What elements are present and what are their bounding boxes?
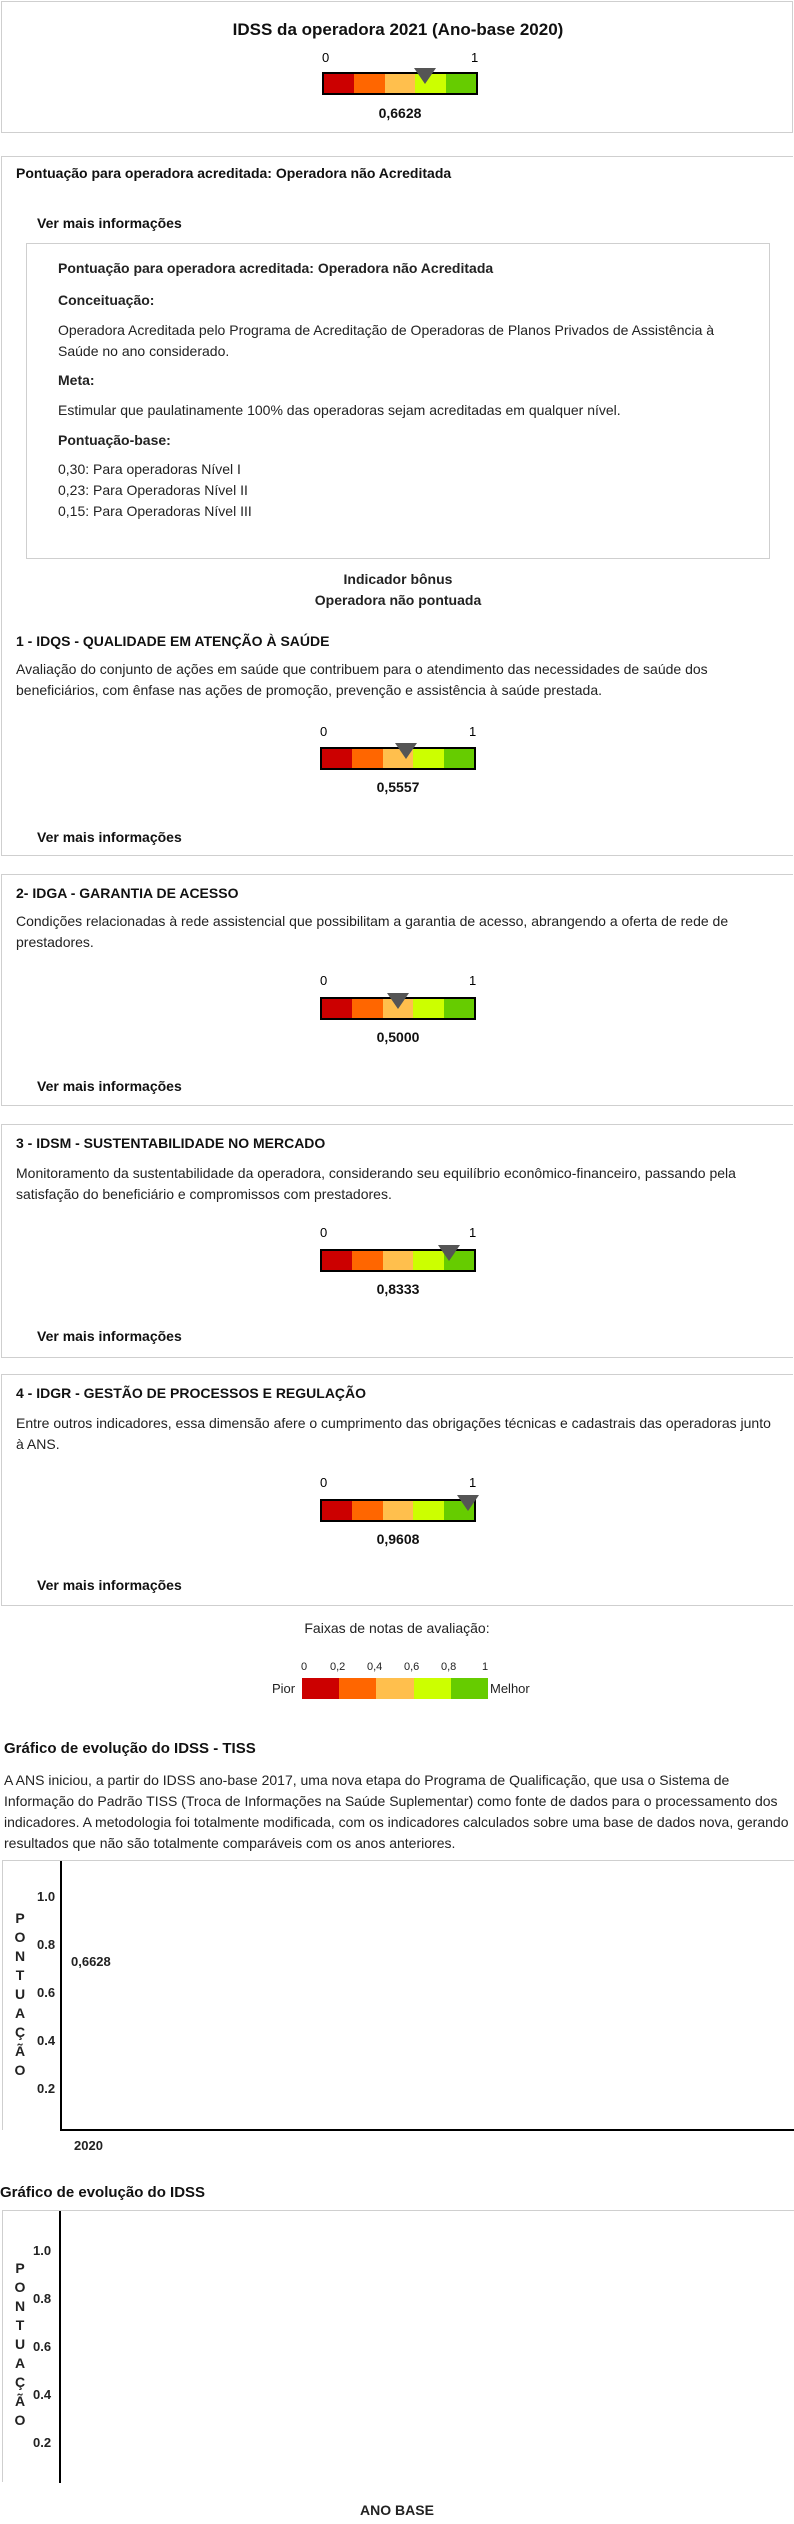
dimension-title: 4 - IDGR - GESTÃO DE PROCESSOS E REGULAÇÃO [16,1385,367,1401]
y-axis-title: P O N T U A Ç Ã O [14,1910,26,2078]
dimension-desc-line-2: beneficiários, com ênfase nas ações de promoção, prevenção e assistência à saúde prestada. [16,682,603,698]
data-point-label: 0,6628 [71,1954,111,1969]
y-tick: 1.0 [37,1889,56,1904]
concept-text-line-1: Operadora Acreditada pelo Programa de Acreditação de Operadoras de Planos Privados de Assistência à [58,322,715,338]
y-axis-line [60,1861,62,2131]
y-tick: 0.8 [33,2291,52,2306]
dimension-title: 2- IDGA - GARANTIA DE ACESSO [16,885,239,901]
y-tick: 0.2 [33,2435,52,2450]
dimension-card-idga [1,874,793,1106]
legend-tick: 0,4 [367,1661,383,1673]
dimension-desc-line-2: satisfação do beneficiário e compromissos com prestadores. [16,1186,392,1202]
idss-chart-section [0,2180,794,2524]
dimension-card-idsm [1,1124,793,1358]
tiss-intro-line-3: indicadores. A metodologia foi totalmente modificada, com os indicadores calculados sobre uma base de dados nova, gerando [4,1814,789,1830]
accredited-info-box [26,243,770,559]
dimension-desc-line-1: Entre outros indicadores, essa dimensão afere o cumprimento das obrigações técnicas e cadastrais das operadoras junto [16,1415,771,1431]
idss-score-scale [322,72,478,95]
dimension-more-link[interactable]: Ver mais informações [37,1577,182,1593]
y-tick: 0.6 [33,2339,52,2354]
scale-min: 0 [320,1475,328,1490]
scale-min: 0 [320,724,328,739]
x-tick-label: 2020 [74,2138,103,2153]
tiss-chart-section [0,1730,794,2153]
dimension-desc-line-1: Monitoramento da sustentabilidade da operadora, considerando seu equilíbrio econômico-financeiro, passando pela [16,1165,736,1181]
dimension-more-link[interactable]: Ver mais informações [37,1078,182,1094]
legend-title: Faixas de notas de avaliação: [304,1620,490,1636]
y-tick: 1.0 [33,2243,52,2258]
dimension-title: 1 - IDQS - QUALIDADE EM ATENÇÃO À SAÚDE [16,633,330,649]
legend-worst: Pior [272,1681,296,1696]
idss-score-value: 0,6628 [378,105,422,121]
rating-legend [0,1606,794,1716]
x-axis-title: ANO BASE [360,2502,434,2518]
base-item: 0,30: Para operadoras Nível I [58,461,241,477]
dimension-score-value: 0,5557 [376,779,420,795]
y-tick: 0.6 [37,1985,56,2000]
page-title: IDSS da operadora 2021 (Ano-base 2020) [232,20,564,39]
tiss-chart-title: Gráfico de evolução do IDSS - TISS [4,1740,256,1757]
y-tick: 0.4 [33,2387,52,2402]
idss-header-card [1,1,793,133]
legend-tick: 0,8 [441,1661,457,1673]
tiss-chart-frame [2,1860,794,2130]
score-marker-icon [387,993,409,1009]
scale-max: 1 [469,1225,477,1240]
tiss-intro-line-1: A ANS iniciou, a partir do IDSS ano-base 2017, uma nova etapa do Programa de Qualificação, que usa o Sistema de [4,1772,730,1788]
legend-tick: 0 [301,1661,308,1673]
y-tick: 0.2 [37,2081,56,2096]
scale-min: 0 [320,973,328,988]
idss-chart-title: Gráfico de evolução do IDSS [0,2184,206,2201]
dimension-title: 3 - IDSM - SUSTENTABILIDADE NO MERCADO [16,1135,326,1151]
legend-best: Melhor [490,1681,530,1696]
scale-max: 1 [469,724,477,739]
dimension-score-value: 0,8333 [376,1281,420,1297]
bonus-value: Operadora não pontuada [314,592,482,608]
scale-max: 1 [469,1475,477,1490]
y-tick: 0.8 [37,1937,56,1952]
dimension-desc-line-2: prestadores. [16,934,94,950]
y-axis-line [59,2211,61,2483]
dimension-desc-line-2: à ANS. [16,1436,60,1452]
dimension-score-value: 0,9608 [376,1531,420,1547]
base-item: 0,23: Para Operadoras Nível II [58,482,248,498]
y-axis-title: P O N T U A Ç Ã O [14,2260,26,2428]
score-marker-icon [438,1245,460,1261]
dimension-score-value: 0,5000 [376,1029,420,1045]
idss-chart-frame [2,2210,794,2482]
tiss-intro-line-4: resultados que não são totalmente comparáveis com os anos anteriores. [4,1835,456,1851]
scale-max: 1 [469,973,477,988]
tiss-intro-line-2: Informação do Padrão TISS (Troca de Informações na Saúde Suplementar) como fonte de dados para o processamento dos [4,1793,778,1809]
base-label: Pontuação-base: [58,432,171,448]
bonus-title: Indicador bônus [343,571,453,587]
base-item: 0,15: Para Operadoras Nível III [58,503,252,519]
dimension-more-link[interactable]: Ver mais informações [37,829,182,845]
legend-tick: 0,6 [404,1661,420,1673]
score-marker-icon [414,68,436,84]
accredited-title: Pontuação para operadora acreditada: Operadora não Acreditada [16,165,452,181]
dimension-card-idgr [1,1374,793,1606]
scale-min: 0 [322,50,330,65]
info-box-title: Pontuação para operadora acreditada: Operadora não Acreditada [58,260,494,276]
score-marker-icon [395,743,417,759]
accredited-card [1,156,793,856]
concept-text-line-2: Saúde no ano considerado. [58,343,230,359]
dimension-desc-line-1: Avaliação do conjunto de ações em saúde que contribuem para o atendimento das necessidades de saúde dos [16,661,708,677]
legend-tick: 0,2 [330,1661,346,1673]
goal-label: Meta: [58,372,95,388]
y-tick: 0.4 [37,2033,56,2048]
legend-color-bar [302,1678,488,1699]
score-marker-icon [457,1495,479,1511]
legend-tick: 1 [482,1661,489,1673]
accredited-more-link[interactable]: Ver mais informações [37,215,182,231]
dimension-desc-line-1: Condições relacionadas à rede assistencial que possibilitam a garantia de acesso, abrangendo a oferta de rede de [16,913,729,929]
scale-min: 0 [320,1225,328,1240]
goal-text: Estimular que paulatinamente 100% das operadoras sejam acreditadas em qualquer nível. [58,402,621,418]
dimension-more-link[interactable]: Ver mais informações [37,1328,182,1344]
x-axis-line [60,2129,794,2131]
concept-label: Conceituação: [58,292,155,308]
dimension-score-scale [320,1499,476,1522]
scale-max: 1 [471,50,479,65]
